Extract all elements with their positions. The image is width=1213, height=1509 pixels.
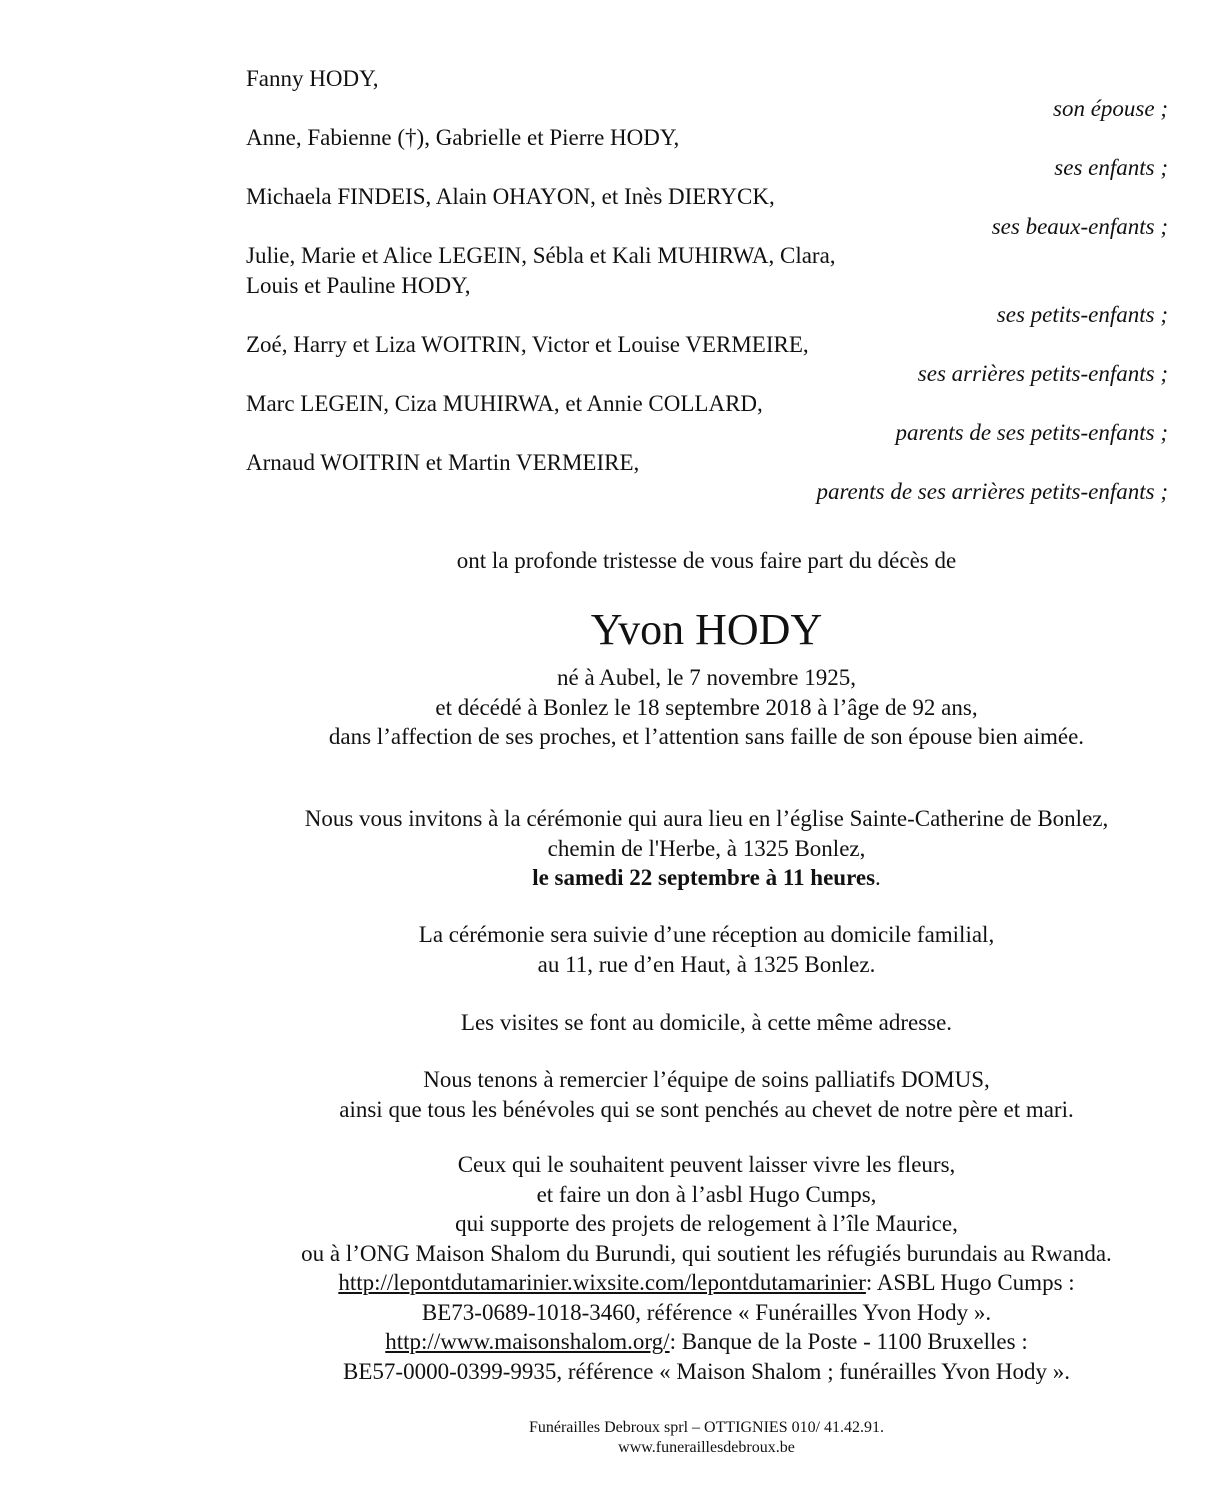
hugo-cumps-label: : ASBL Hugo Cumps : xyxy=(865,1270,1075,1295)
ceremony-address: chemin de l'Herbe, à 1325 Bonlez, xyxy=(547,835,866,861)
hugo-cumps-link[interactable]: http://lepontdutamarinier.wixsite.com/lepontdutamarinier xyxy=(338,1270,866,1295)
family-role: ses beaux-enfants ; xyxy=(991,213,1168,239)
funeral-home-website: www.funeraillesdebroux.be xyxy=(618,1439,795,1456)
family-names: Anne, Fabienne (†), Gabrielle et Pierre HODY, xyxy=(246,125,680,150)
family-names: Arnaud WOITRIN et Martin VERMEIRE, xyxy=(246,449,640,475)
reception-line: La cérémonie sera suivie d’une réception au domicile familial, xyxy=(418,922,995,947)
family-names: Fanny HODY, xyxy=(246,66,379,91)
visits-line: Les visites se font au domicile, à cette même adresse. xyxy=(460,1010,953,1035)
donations-line: et faire un don à l’asbl Hugo Cumps, xyxy=(536,1181,877,1207)
reception-address: au 11, rue d’en Haut, à 1325 Bonlez. xyxy=(537,951,876,977)
family-role: ses enfants ; xyxy=(1054,154,1168,180)
family-role: ses arrières petits-enfants ; xyxy=(917,361,1168,386)
donations-line: qui supporte des projets de relogement à l’île Maurice, xyxy=(455,1211,958,1236)
birth-line: né à Aubel, le 7 novembre 1925, xyxy=(557,665,856,690)
family-names: Michaela FINDEIS, Alain OHAYON, et Inès DIERYCK, xyxy=(246,184,775,209)
hugo-cumps-account: BE73-0689-1018-3460, référence « Funérailles Yvon Hody ». xyxy=(421,1299,992,1325)
ceremony-date-bold: le samedi 22 septembre à 11 heures xyxy=(532,865,876,890)
deceased-name: Yvon HODY xyxy=(590,605,823,654)
family-role: parents de ses petits-enfants ; xyxy=(895,420,1168,445)
context-line: dans l’affection de ses proches, et l’attention sans faille de son épouse bien aimée. xyxy=(328,724,1085,749)
maison-shalom-account: BE57-0000-0399-9935, référence « Maison Shalom ; funérailles Yvon Hody ». xyxy=(343,1358,1070,1384)
family-names: Marc LEGEIN, Ciza MUHIRWA, et Annie COLLARD, xyxy=(246,390,763,416)
death-line: et décédé à Bonlez le 18 septembre 2018 à l’âge de 92 ans, xyxy=(435,694,978,720)
family-list xyxy=(246,64,1168,507)
family-role: son épouse ; xyxy=(1053,95,1168,121)
donations-line: ou à l’ONG Maison Shalom du Burundi, qui soutient les réfugiés burundais au Rwanda. xyxy=(301,1240,1112,1266)
reception-info xyxy=(200,920,1213,979)
family-role: ses petits-enfants ; xyxy=(996,302,1168,327)
ceremony-line: Nous vous invitons à la cérémonie qui aura lieu en l’église Sainte-Catherine de Bonlez, xyxy=(304,806,1109,831)
family-names: Louis et Pauline HODY, xyxy=(246,272,471,298)
funeral-home-line: Funérailles Debroux sprl – OTTIGNIES 010/ 41.42.91. xyxy=(528,1419,885,1436)
ceremony-date xyxy=(200,863,1213,893)
announcement xyxy=(200,546,1213,576)
family-names: Zoé, Harry et Liza WOITRIN, Victor et Louise VERMEIRE, xyxy=(246,331,809,357)
visits-info xyxy=(200,1008,1213,1038)
donation-link-line xyxy=(200,1327,1213,1357)
donation-link-line xyxy=(200,1268,1213,1298)
maison-shalom-link[interactable]: http://www.maisonshalom.org/ xyxy=(385,1329,670,1354)
announcement-text: ont la profonde tristesse de vous faire part du décès de xyxy=(456,548,957,573)
ceremony-info xyxy=(200,804,1213,893)
thanks-info xyxy=(200,1065,1213,1124)
family-role: parents de ses arrières petits-enfants ; xyxy=(816,479,1168,504)
footer xyxy=(200,1418,1213,1458)
family-names: Julie, Marie et Alice LEGEIN, Sébla et Kali MUHIRWA, Clara, xyxy=(246,243,836,268)
thanks-line: ainsi que tous les bénévoles qui se sont penchés au chevet de notre père et mari. xyxy=(339,1096,1074,1122)
deceased-details xyxy=(200,663,1213,752)
ceremony-date-end: . xyxy=(875,865,881,890)
donations-line: Ceux qui le souhaitent peuvent laisser vivre les fleurs, xyxy=(457,1152,956,1177)
maison-shalom-label: : Banque de la Poste - 1100 Bruxelles : xyxy=(669,1329,1028,1354)
thanks-line: Nous tenons à remercier l’équipe de soins palliatifs DOMUS, xyxy=(423,1067,990,1092)
donations-info xyxy=(200,1150,1213,1386)
